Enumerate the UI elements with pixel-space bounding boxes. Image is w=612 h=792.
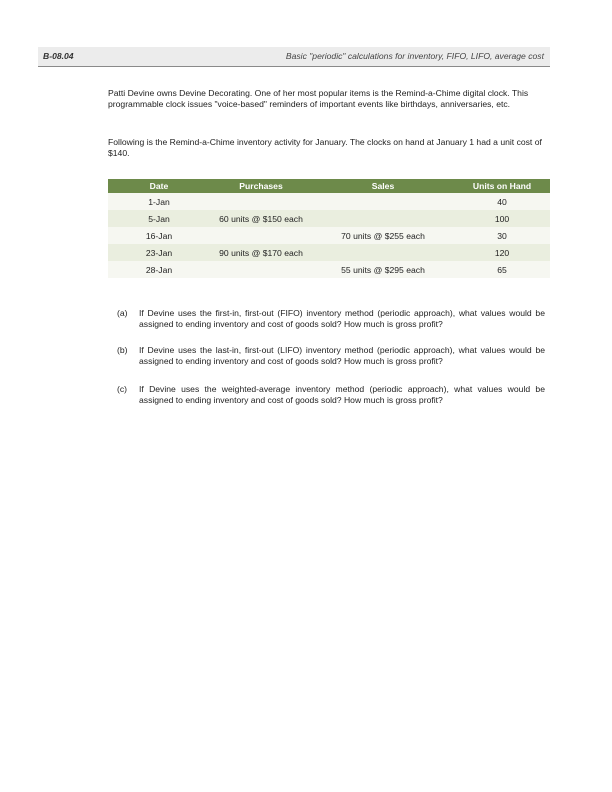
cell-purchases: [210, 227, 312, 244]
intro-paragraph-1: Patti Devine owns Devine Decorating. One of her most popular items is the Remind-a-Chime digital clock. This programmable clock issues "voice-based" reminders of important events like birthdays, anniversaries, etc.: [108, 88, 529, 109]
header-sales: Sales: [312, 179, 454, 193]
cell-date: 1-Jan: [108, 193, 210, 210]
table-row: [108, 261, 550, 278]
cell-sales: 70 units @ $255 each: [312, 227, 454, 244]
cell-units: 40: [454, 193, 550, 210]
header-purchases: Purchases: [210, 179, 312, 193]
cell-units: 100: [454, 210, 550, 227]
problem-code: B-08.04: [43, 51, 74, 61]
header-units-on-hand: Units on Hand: [454, 179, 550, 193]
cell-date: 16-Jan: [108, 227, 210, 244]
question-text: If Devine uses the last-in, first-out (LIFO) inventory method (periodic approach), what values would be assigned to ending inventory and cost of goods sold? How much is gross profit?: [139, 345, 545, 366]
question-text: If Devine uses the weighted-average inventory method (periodic approach), what values would be assigned to ending inventory and cost of goods sold? How much is gross profit?: [139, 384, 545, 405]
cell-units: 120: [454, 244, 550, 261]
cell-purchases: 60 units @ $150 each: [210, 210, 312, 227]
page-header: [38, 47, 550, 67]
inventory-table: [108, 179, 550, 278]
header-date: Date: [108, 179, 210, 193]
problem-title: Basic "periodic" calculations for inventory, FIFO, LIFO, average cost: [285, 51, 544, 61]
table-row: [108, 193, 550, 210]
intro-paragraph-2: Following is the Remind-a-Chime inventory activity for January. The clocks on hand at January 1 had a unit cost of $140.: [108, 137, 542, 158]
question-label: (b): [117, 345, 128, 355]
table-row: [108, 244, 550, 261]
cell-purchases: 90 units @ $170 each: [210, 244, 312, 261]
cell-purchases: [210, 193, 312, 210]
cell-sales: [312, 210, 454, 227]
cell-date: 28-Jan: [108, 261, 210, 278]
question-text: If Devine uses the first-in, first-out (FIFO) inventory method (periodic approach), what values would be assigned to ending inventory and cost of goods sold? How much is gross profit?: [139, 308, 545, 329]
table-row: [108, 227, 550, 244]
cell-units: 65: [454, 261, 550, 278]
cell-sales: 55 units @ $295 each: [312, 261, 454, 278]
cell-date: 5-Jan: [108, 210, 210, 227]
table-header-row: [108, 179, 550, 193]
question-label: (a): [117, 308, 128, 318]
cell-sales: [312, 193, 454, 210]
cell-units: 30: [454, 227, 550, 244]
cell-date: 23-Jan: [108, 244, 210, 261]
table-row: [108, 210, 550, 227]
cell-purchases: [210, 261, 312, 278]
question-label: (c): [117, 384, 128, 394]
cell-sales: [312, 244, 454, 261]
